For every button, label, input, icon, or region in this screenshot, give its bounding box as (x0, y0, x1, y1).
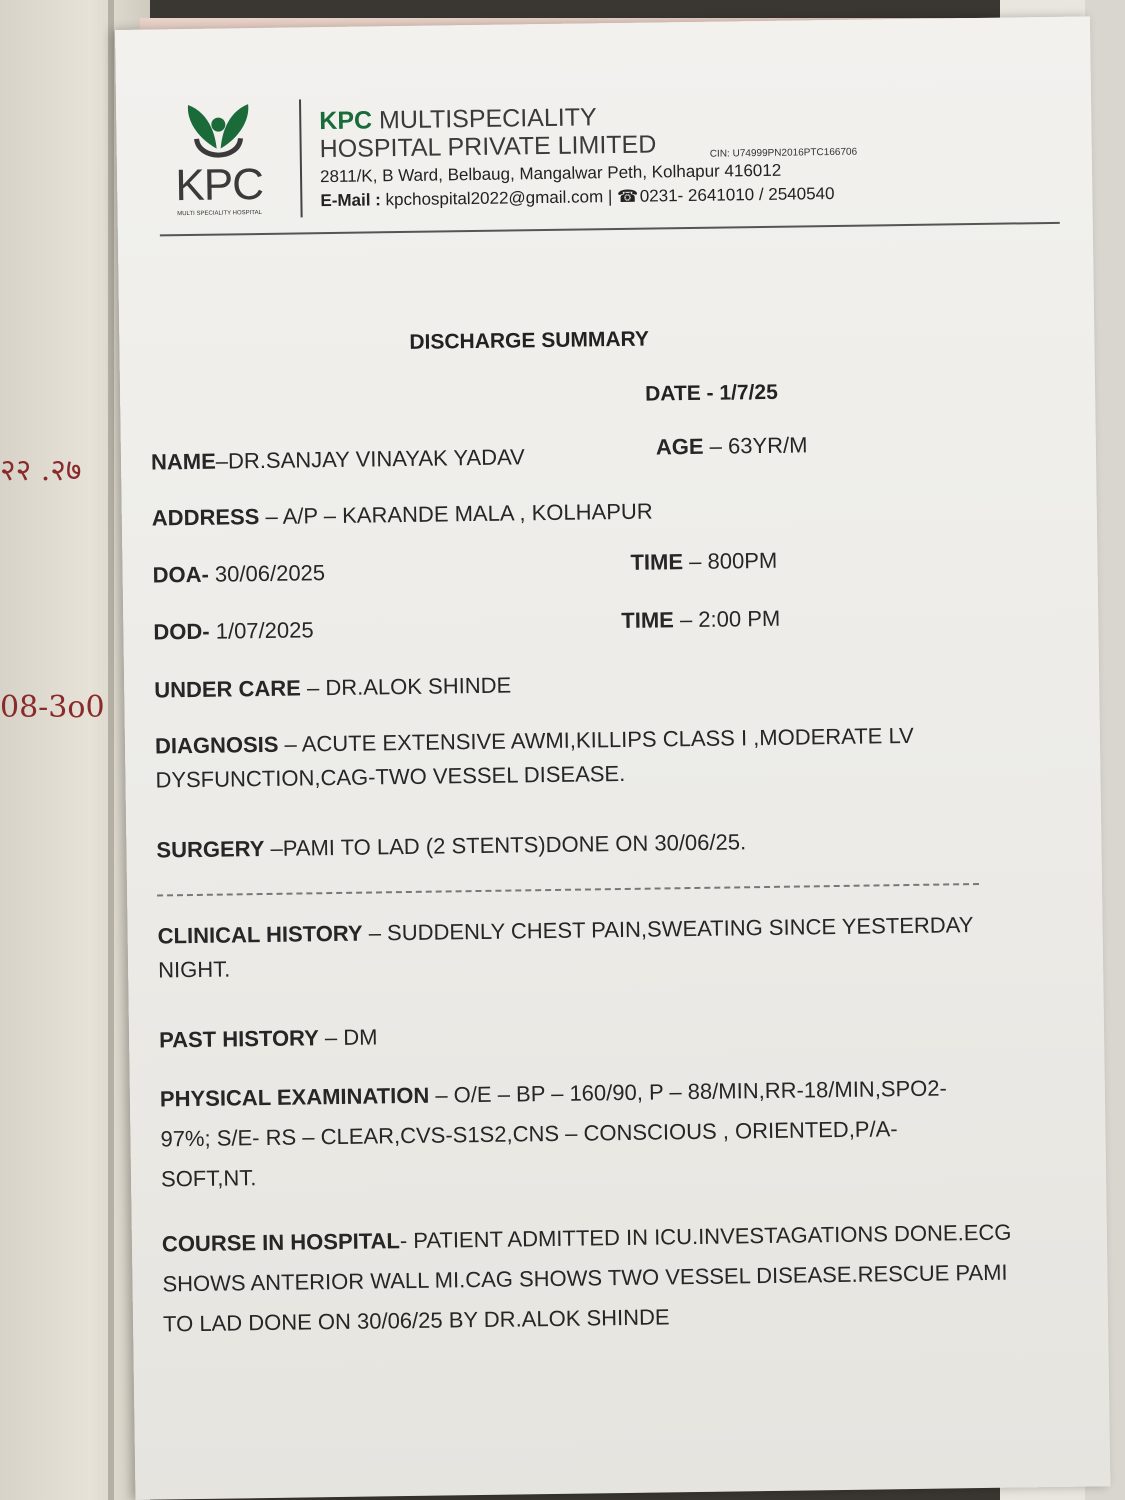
clinical-history-row (157, 908, 988, 988)
doa-value: 30/06/2025 (214, 560, 326, 587)
hospital-name-bold: KPC (319, 106, 373, 136)
email-address: kpchospital2022@gmail.com (385, 187, 604, 210)
course-value: - PATIENT ADMITTED IN ICU.INVESTAGATIONS DONE.ECG SHOWS ANTERIOR WALL MI.CAG SHOWS TWO VESSEL DISEASE.RESCUE PAMI TO LAD DONE ON 30/06/25 BY DR.ALOK SHINDE (162, 1219, 1012, 1337)
document-date: DATE - 1/7/25 (644, 380, 778, 406)
logo-text: KPC (175, 159, 264, 211)
dod-time-label: TIME (621, 607, 675, 633)
contact-separator: | (607, 187, 613, 207)
margin-note-1: २२ .२७ (0, 453, 82, 488)
under-care-label: UNDER CARE (154, 675, 302, 703)
under-care-row (154, 673, 511, 704)
name-value: –DR.SANJAY VINAYAK YADAV (215, 444, 525, 474)
physical-exam-value: – O/E – BP – 160/90, P – 88/MIN,RR-18/MIN,SPO2- 97%; S/E- RS – CLEAR,CVS-S1S2,CNS – CONSCIOUS , ORIENTED,P/A-SOFT,NT. (160, 1075, 948, 1192)
physical-exam-label: PHYSICAL EXAMINATION (159, 1082, 430, 1112)
cin-number: CIN: U74999PN2016PTC166706 (709, 146, 858, 160)
hospital-name-rest: MULTISPECIALITY (378, 103, 597, 135)
leaf-person-icon (158, 98, 279, 170)
surgery-label: SURGERY (156, 835, 265, 863)
doa-label: DOA- (152, 561, 210, 588)
past-history-label: PAST HISTORY (158, 1025, 319, 1053)
dod-time-value: – 2:00 PM (679, 605, 781, 633)
under-care-value: – DR.ALOK SHINDE (306, 672, 512, 701)
email-label: E-Mail : (320, 190, 381, 211)
age-value: – 63YR/M (709, 432, 808, 459)
diagnosis-label: DIAGNOSIS (154, 731, 279, 759)
surgery-value: –PAMI TO LAD (2 STENTS)DONE ON 30/06/25. (270, 829, 747, 861)
doa-row (152, 560, 325, 588)
doa-time-row (630, 548, 777, 576)
course-in-hospital-row (162, 1213, 1014, 1345)
doa-time-value: – 800PM (688, 547, 778, 575)
address-label: ADDRESS (151, 504, 260, 531)
age-row (656, 432, 808, 460)
past-history-row (159, 1024, 378, 1053)
hospital-logo (158, 98, 280, 220)
telephone-icon: ☎ (616, 186, 639, 207)
hospital-contact (320, 184, 834, 211)
address-value: – A/P – KARANDE MALA , KOLHAPUR (265, 498, 653, 529)
header-rule (160, 222, 1060, 237)
notebook-spine (108, 0, 114, 1500)
phone-numbers: 0231- 2641010 / 2540540 (639, 183, 835, 206)
doa-time-label: TIME (630, 549, 684, 575)
dod-value: 1/07/2025 (215, 617, 314, 644)
address-row (152, 499, 653, 532)
age-label: AGE (655, 433, 704, 460)
diagnosis-value: – ACUTE EXTENSIVE AWMI,KILLIPS CLASS I ,MODERATE LV DYSFUNCTION,CAG-TWO VESSEL DISEASE. (155, 722, 914, 793)
patient-name-row (151, 444, 525, 475)
margin-note-2: 08-3o0 (0, 690, 105, 725)
dod-row (153, 617, 314, 645)
physical-exam-row (160, 1068, 992, 1200)
hospital-name-line2: HOSPITAL PRIVATE LIMITED (319, 130, 657, 164)
surgery-row (156, 829, 746, 863)
header-divider (299, 99, 303, 217)
discharge-summary-sheet (115, 16, 1110, 1499)
hospital-address: 2811/K, B Ward, Belbaug, Mangalwar Peth, Kolhapur 416012 (319, 160, 782, 187)
section-dashed-divider (157, 883, 979, 896)
past-history-value: – DM (324, 1024, 378, 1051)
logo-subtext: MULTI SPECIALITY HOSPITAL (177, 209, 262, 218)
dod-label: DOD- (153, 618, 210, 645)
clinical-history-label: CLINICAL HISTORY (157, 920, 363, 949)
document-title: DISCHARGE SUMMARY (409, 327, 650, 354)
clinical-history-value: – SUDDENLY CHEST PAIN,SWEATING SINCE YESTERDAY NIGHT. (157, 912, 974, 983)
course-label: COURSE IN HOSPITAL (161, 1228, 401, 1257)
dod-time-row (621, 606, 780, 634)
name-label: NAME (150, 448, 216, 475)
diagnosis-row (155, 718, 986, 798)
